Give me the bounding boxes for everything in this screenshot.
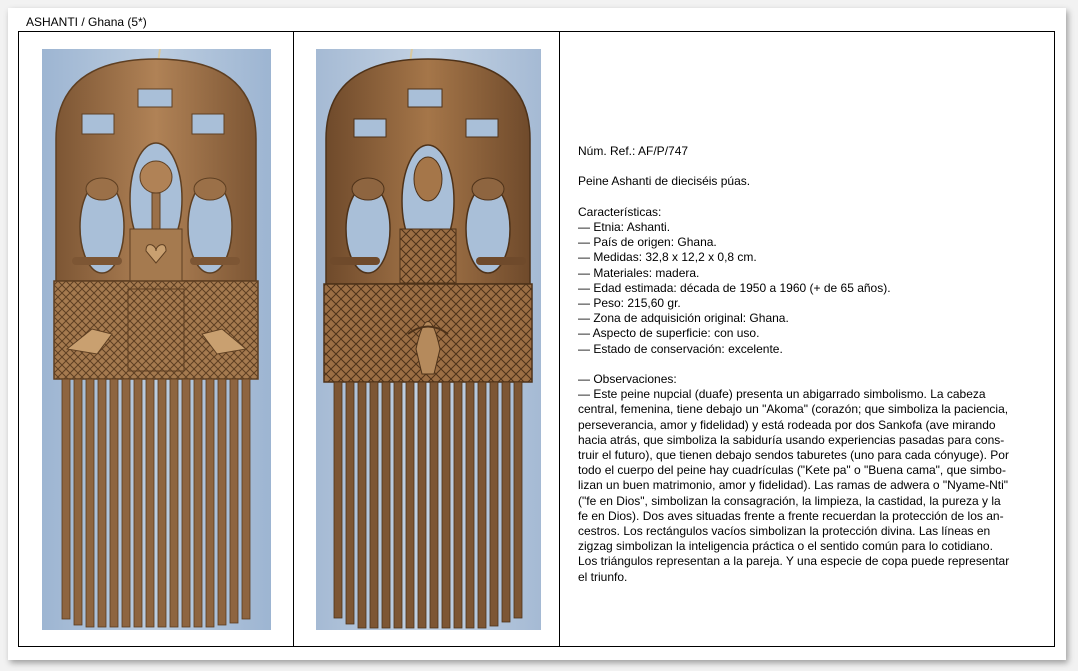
observation-line: — Este peine nupcial (duafe) presenta un abigarrado simbolismo. La cabeza [578,387,986,402]
features-list [578,220,1062,357]
feature-item: — Aspecto de superficie: con uso. [578,326,760,341]
observations-heading: — Observaciones: [578,372,677,386]
document-page [8,8,1066,660]
comb-back-photo [316,49,541,630]
observations-text [578,387,1062,585]
features-heading: Características: [578,204,662,219]
observation-line: hacia atrás, que simboliza la sabiduría usando experiencias pasadas para cons- [578,432,1005,447]
description-text [578,144,1062,585]
feature-item: — País de origen: Ghana. [578,235,717,250]
observation-line: truir el futuro), que tienen debajo sendos taburetes (uno para cada cónyuge). Por [578,448,1009,463]
observation-line: fe en Dios). Dos aves situadas frente a frente recuerdan la protección de los an- [578,508,1004,523]
feature-item: — Etnia: Ashanti. [578,219,671,234]
observation-line: lizan un buen matrimonio, amor y fidelidad). Las ramas de adwera o "Nyame-Nti" [578,478,1009,493]
observation-line: zigzag simbolizan la inteligencia práctica o el sentido común para lo cotidiano. [578,539,993,554]
page-header: ASHANTI / Ghana (5*) [26,15,147,29]
observation-line: cestros. Los rectángulos vacíos simbolizan la protección divina. Las líneas en [578,524,991,539]
observation-line: Los triángulos representan a la pareja. Y una especie de copa puede representar [578,554,1010,569]
feature-item: — Peso: 215,60 gr. [578,296,681,310]
comb-back-illustration [316,49,541,630]
comb-description: Peine Ashanti de dieciséis púas. [578,174,751,189]
observation-line: perseverancia, amor y fidelidad) y está rodeada por dos Sankofa (ave mirando [578,417,996,432]
feature-item: — Medidas: 32,8 x 12,2 x 0,8 cm. [578,250,757,265]
feature-item: — Materiales: madera. [578,265,700,280]
feature-item: — Edad estimada: década de 1950 a 1960 (+ de 65 años). [578,280,891,295]
feature-item: — Zona de adquisición original: Ghana. [578,311,789,326]
observation-line: central, femenina, tiene debajo un "Akoma" (corazón; que simboliza la paciencia, [578,402,1009,417]
column-divider-1 [293,32,294,646]
observation-line: ("fe en Dios", simbolizan la consagración, la limpieza, la castidad, la pureza y la [578,493,1001,508]
feature-item: — Estado de conservación: excelente. [578,341,783,356]
reference-number: Núm. Ref.: AF/P/747 [578,144,689,158]
comb-front-illustration [42,49,271,630]
observation-line: el triunfo. [578,569,628,584]
column-divider-2 [559,32,560,646]
observation-line: todo el cuerpo del peine hay cuadrículas ("Kete pa" o "Buena cama", que simbo- [578,463,1006,478]
comb-front-photo [42,49,271,630]
content-table [18,31,1055,647]
